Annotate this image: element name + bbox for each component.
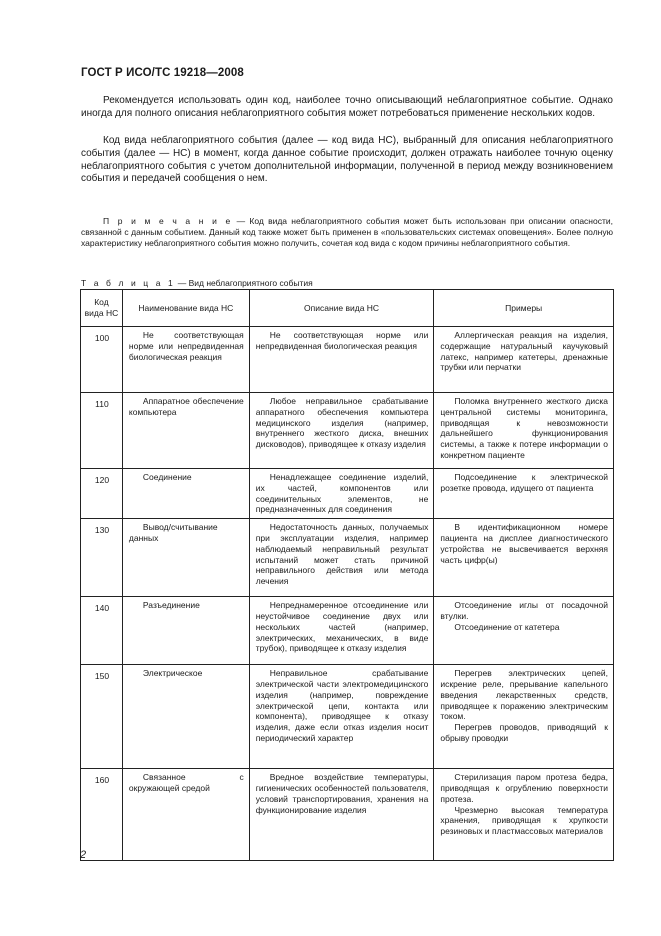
row-description: Недостаточность данных, получаемых при эксплуатации изделия, например наблюдаемый неправильный результат испытаний может стать причиной неправильного действия или метода лечения	[249, 519, 434, 597]
table-caption: Т а б л и ц а 1 — Вид неблагоприятного события	[81, 278, 313, 288]
row-name: Разъединение	[122, 597, 249, 665]
note	[81, 216, 613, 250]
page-number: 2	[80, 849, 87, 861]
example-text: Перегрев электрических цепей, искрение реле, прерывание капельного введения лекарственных средств, приводящее к поражению электрическим током.	[440, 668, 608, 722]
row-code: 100	[81, 327, 123, 393]
row-description: Непреднамеренное отсоединение или неустойчивое соединение двух или нескольких частей (например, электрических, механических, в виде трубок), приводящее к отказу изделия	[249, 597, 434, 665]
row-name: Связанное с окружающей средой	[122, 769, 249, 861]
row-examples	[434, 769, 614, 861]
table-header-row	[81, 290, 614, 327]
example-text: Чрезмерно высокая температура хранения, приводящая к хрупкости резиновых и пластмассовых материалов	[440, 804, 608, 837]
table-row	[81, 469, 614, 519]
table-row	[81, 519, 614, 597]
row-examples	[434, 519, 614, 597]
col-header-examples: Примеры	[434, 290, 614, 327]
row-code: 110	[81, 393, 123, 469]
row-code: 120	[81, 469, 123, 519]
row-examples	[434, 665, 614, 769]
row-description: Любое неправильное срабатывание аппаратного обеспечения компьютера медицинского изделия (например, внутреннего жесткого диска, внешних дисководов), приводящее к отказу изделия	[249, 393, 434, 469]
adverse-event-table	[80, 289, 614, 861]
row-examples	[434, 393, 614, 469]
row-description: Не соответствующая норме или непредвиденная биологическая реакция	[249, 327, 434, 393]
col-header-name: Наименование вида НС	[122, 290, 249, 327]
paragraph-1: Рекомендуется использовать один код, наиболее точно описывающий неблагоприятное событие. Однако иногда для полного описания неблагоприятного события может потребоваться применение нескольких кодов.	[81, 95, 613, 119]
table-row	[81, 393, 614, 469]
col-header-code: Код вида НС	[81, 290, 123, 327]
example-text: Аллергическая реакция на изделия, содержащие натуральный каучуковый латекс, например катетеры, дренажные трубки или перчатки	[440, 330, 608, 373]
col-header-description: Описание вида НС	[249, 290, 434, 327]
row-description: Ненадлежащее соединение изделий, их частей, компонентов или соединительных элементов, не предназначенных для соединения	[249, 469, 434, 519]
row-description: Неправильное срабатывание электрической части электромедицинского изделия (например, повреждение электрической цепи, контакта или компонента), приводящее к отказу изделия, даже если отказ изделия носит периодический характер	[249, 665, 434, 769]
paragraph-2: Код вида неблагоприятного события (далее — код вида НС), выбранный для описания неблагоприятного события (далее — НС) в момент, когда данное событие происходит, должен отражать наиболее точную оценку неблагоприятного события с учетом дополнительной информации, полученной в период между возникновением события и передачей сообщения о нем.	[81, 135, 613, 185]
row-name: Аппаратное обеспечение компьютера	[122, 393, 249, 469]
example-text: Перегрев проводов, приводящий к обрыву проводки	[440, 722, 608, 743]
example-text: В идентификационном номере пациента на дисплее диагностического устройства не высвечивается верхняя часть цифр(ы)	[440, 522, 608, 565]
row-name: Вывод/считывание данных	[122, 519, 249, 597]
note-label: П р и м е ч а н и е	[103, 216, 233, 226]
row-code: 130	[81, 519, 123, 597]
row-name: Соединение	[122, 469, 249, 519]
row-code: 150	[81, 665, 123, 769]
row-description: Вредное воздействие температуры, гигиенических особенностей пользователя, условий транспортирования, хранения на функционирование изделия	[249, 769, 434, 861]
row-examples	[434, 469, 614, 519]
row-code: 160	[81, 769, 123, 861]
row-name: Электрическое	[122, 665, 249, 769]
example-text: Подсоединение к электрической розетке провода, идущего от пациента	[440, 472, 608, 493]
table-row	[81, 597, 614, 665]
table-row	[81, 327, 614, 393]
example-text: Поломка внутреннего жесткого диска центральной системы мониторинга, приводящая к невозможности дальнейшего функционирования системы, а также к потере информации о конкретном пациенте	[440, 396, 608, 460]
note-text: — Код вида неблагоприятного события может быть использован при описании опасности, связанной с данным событием. Данный код также может быть применен в «пользовательских системах оповещения». Более полную характеристику неблагоприятного события можно получить, сочетая код вида с кодом причины неблагоприятного события.	[81, 216, 613, 249]
row-code: 140	[81, 597, 123, 665]
example-text: Стерилизация паром протеза бедра, приводящая к огрублению поверхности протеза.	[440, 772, 608, 804]
row-name: Не соответствующая норме или непредвиденная биологическая реакция	[122, 327, 249, 393]
table-row	[81, 769, 614, 861]
table-row	[81, 665, 614, 769]
row-examples	[434, 327, 614, 393]
document-header: ГОСТ Р ИСО/ТС 19218—2008	[81, 67, 244, 79]
row-examples	[434, 597, 614, 665]
example-text: Отсоединение иглы от посадочной втулки.	[440, 600, 608, 621]
example-text: Отсоединение от катетера	[454, 621, 560, 632]
